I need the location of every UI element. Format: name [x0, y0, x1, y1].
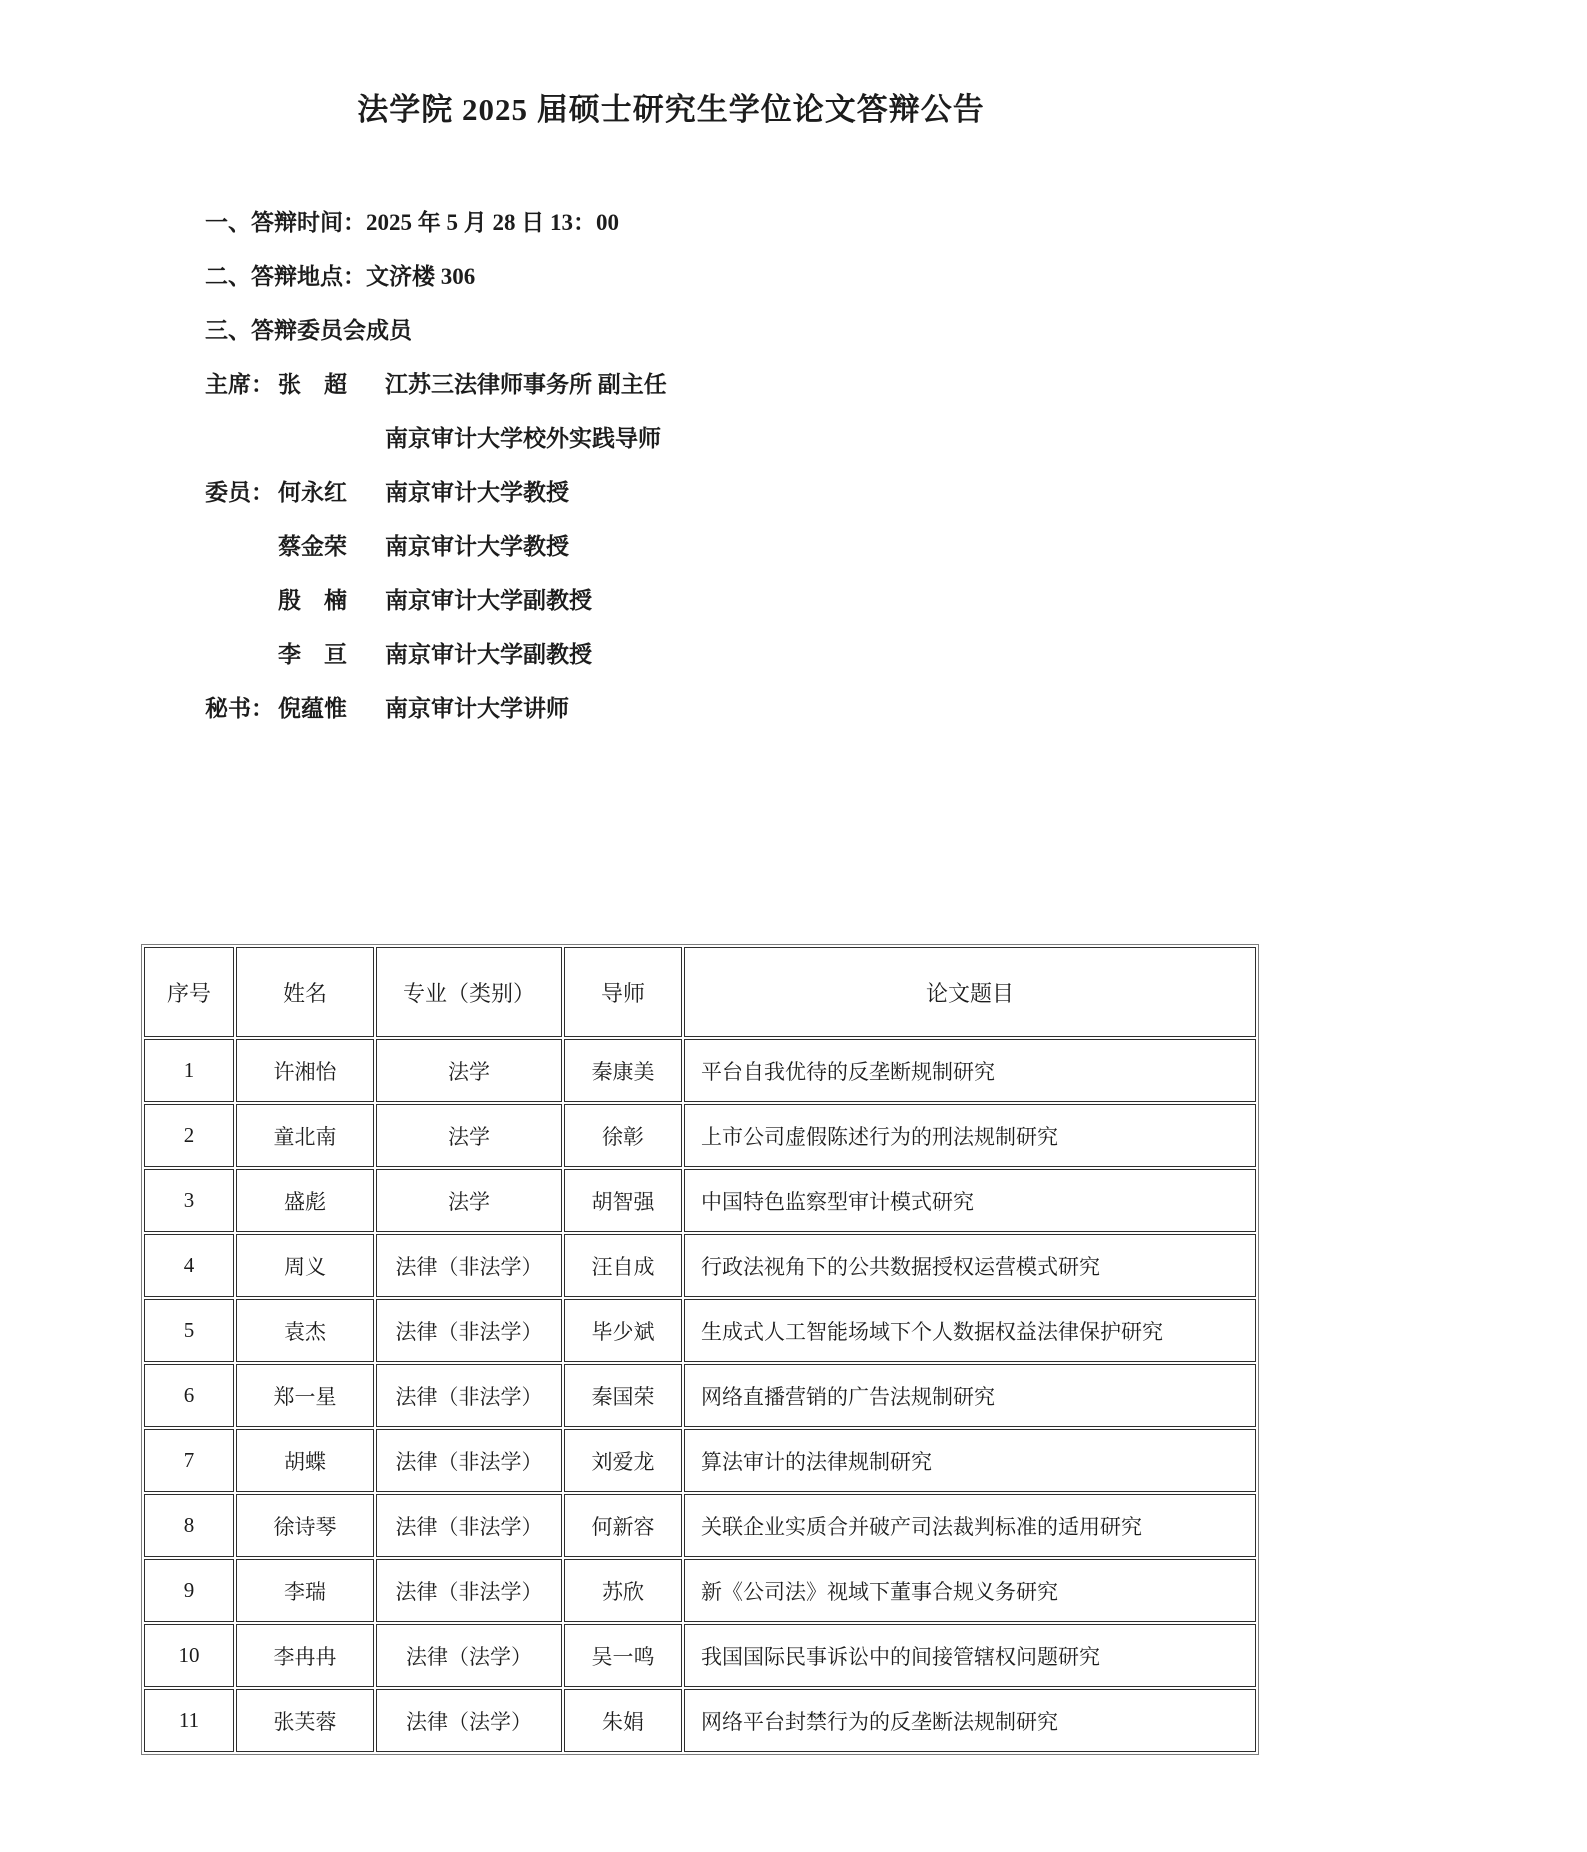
cell-major: 法律（非法学） [376, 1494, 562, 1557]
committee-role [205, 628, 278, 682]
committee-list [205, 358, 1255, 736]
cell-advisor: 秦康美 [564, 1039, 682, 1102]
info-value: 2025 年 5 月 28 日 13：00 [366, 210, 619, 235]
committee-member-affiliation: 南京审计大学教授 [385, 480, 569, 505]
cell-name: 袁杰 [236, 1299, 374, 1362]
cell-thesis-title: 行政法视角下的公共数据授权运营模式研究 [684, 1234, 1256, 1297]
table-row [144, 1494, 1256, 1557]
info-label: 一、答辩时间： [205, 210, 366, 235]
committee-role: 秘书： [205, 696, 274, 721]
committee-member-name: 殷 楠 [278, 588, 347, 613]
committee-member-name: 张 超 [278, 372, 347, 397]
committee-member-affiliation: 江苏三法律师事务所 副主任 [385, 372, 667, 397]
cell-name: 张芙蓉 [236, 1689, 374, 1752]
cell-advisor: 何新容 [564, 1494, 682, 1557]
cell-major: 法律（非法学） [376, 1429, 562, 1492]
committee-member-affiliation: 南京审计大学教授 [385, 534, 569, 559]
announcement-section [205, 196, 1255, 736]
cell-name: 周义 [236, 1234, 374, 1297]
cell-major: 法学 [376, 1169, 562, 1232]
cell-thesis-title: 关联企业实质合并破产司法裁判标准的适用研究 [684, 1494, 1256, 1557]
committee-role: 主席： [205, 372, 274, 397]
cell-index: 5 [144, 1299, 234, 1362]
committee-row [205, 574, 1255, 628]
committee-member-affiliation: 南京审计大学讲师 [385, 696, 569, 721]
cell-advisor: 秦国荣 [564, 1364, 682, 1427]
committee-row [205, 412, 1255, 466]
info-line-2 [205, 250, 1255, 304]
cell-index: 1 [144, 1039, 234, 1102]
committee-role [205, 412, 278, 466]
cell-advisor: 毕少斌 [564, 1299, 682, 1362]
info-value: 文济楼 306 [366, 264, 476, 289]
table-row [144, 1039, 1256, 1102]
cell-major: 法律（法学） [376, 1689, 562, 1752]
committee-member-name: 蔡金荣 [278, 534, 347, 559]
committee-row [205, 682, 1255, 736]
cell-name: 徐诗琴 [236, 1494, 374, 1557]
table-row [144, 1299, 1256, 1362]
table-row [144, 1429, 1256, 1492]
cell-index: 4 [144, 1234, 234, 1297]
col-header-name: 姓名 [236, 947, 374, 1037]
cell-thesis-title: 生成式人工智能场域下个人数据权益法律保护研究 [684, 1299, 1256, 1362]
cell-index: 6 [144, 1364, 234, 1427]
table-row [144, 1624, 1256, 1687]
committee-row [205, 358, 1255, 412]
cell-index: 10 [144, 1624, 234, 1687]
committee-member-name [278, 412, 385, 466]
cell-name: 李冉冉 [236, 1624, 374, 1687]
info-line-3 [205, 304, 1255, 358]
committee-member-affiliation: 南京审计大学副教授 [385, 642, 592, 667]
defense-schedule-table [141, 944, 1259, 1755]
col-header-advisor: 导师 [564, 947, 682, 1037]
cell-index: 7 [144, 1429, 234, 1492]
col-header-index: 序号 [144, 947, 234, 1037]
table-row [144, 1364, 1256, 1427]
col-header-thesis-title: 论文题目 [684, 947, 1256, 1037]
info-list [205, 196, 1255, 358]
cell-name: 郑一星 [236, 1364, 374, 1427]
cell-advisor: 胡智强 [564, 1169, 682, 1232]
cell-major: 法律（非法学） [376, 1364, 562, 1427]
cell-index: 9 [144, 1559, 234, 1622]
committee-row [205, 466, 1255, 520]
committee-role [205, 574, 278, 628]
cell-thesis-title: 平台自我优待的反垄断规制研究 [684, 1039, 1256, 1102]
cell-index: 2 [144, 1104, 234, 1167]
cell-advisor: 汪自成 [564, 1234, 682, 1297]
cell-advisor: 徐彰 [564, 1104, 682, 1167]
info-label: 二、答辩地点： [205, 264, 366, 289]
committee-role: 委员： [205, 480, 274, 505]
cell-advisor: 朱娟 [564, 1689, 682, 1752]
table-body [144, 1039, 1256, 1752]
table-row [144, 1689, 1256, 1752]
cell-advisor: 苏欣 [564, 1559, 682, 1622]
cell-major: 法学 [376, 1039, 562, 1102]
cell-advisor: 吴一鸣 [564, 1624, 682, 1687]
cell-thesis-title: 新《公司法》视域下董事合规义务研究 [684, 1559, 1256, 1622]
committee-member-affiliation: 南京审计大学副教授 [385, 588, 592, 613]
cell-major: 法律（法学） [376, 1624, 562, 1687]
cell-name: 许湘怡 [236, 1039, 374, 1102]
table-row [144, 1234, 1256, 1297]
committee-row [205, 628, 1255, 682]
cell-name: 童北南 [236, 1104, 374, 1167]
cell-advisor: 刘爱龙 [564, 1429, 682, 1492]
col-header-major: 专业（类别） [376, 947, 562, 1037]
cell-thesis-title: 算法审计的法律规制研究 [684, 1429, 1256, 1492]
committee-member-name: 何永红 [278, 480, 347, 505]
committee-member-affiliation: 南京审计大学校外实践导师 [385, 426, 661, 451]
committee-member-name: 倪蕴惟 [278, 696, 347, 721]
committee-row [205, 520, 1255, 574]
table-row [144, 1104, 1256, 1167]
cell-name: 盛彪 [236, 1169, 374, 1232]
cell-thesis-title: 中国特色监察型审计模式研究 [684, 1169, 1256, 1232]
cell-thesis-title: 网络平台封禁行为的反垄断法规制研究 [684, 1689, 1256, 1752]
cell-thesis-title: 上市公司虚假陈述行为的刑法规制研究 [684, 1104, 1256, 1167]
cell-major: 法学 [376, 1104, 562, 1167]
cell-name: 胡蝶 [236, 1429, 374, 1492]
cell-index: 8 [144, 1494, 234, 1557]
table-row [144, 1169, 1256, 1232]
cell-name: 李瑞 [236, 1559, 374, 1622]
info-line-1 [205, 196, 1255, 250]
info-label: 三、答辩委员会成员 [205, 318, 412, 343]
cell-major: 法律（非法学） [376, 1234, 562, 1297]
cell-thesis-title: 网络直播营销的广告法规制研究 [684, 1364, 1256, 1427]
committee-role [205, 520, 278, 574]
table-row [144, 1559, 1256, 1622]
cell-index: 11 [144, 1689, 234, 1752]
cell-major: 法律（非法学） [376, 1559, 562, 1622]
cell-index: 3 [144, 1169, 234, 1232]
cell-major: 法律（非法学） [376, 1299, 562, 1362]
table-header-row [144, 947, 1256, 1037]
cell-thesis-title: 我国国际民事诉讼中的间接管辖权问题研究 [684, 1624, 1256, 1687]
page-title: 法学院 2025 届硕士研究生学位论文答辩公告 [357, 92, 985, 127]
committee-member-name: 李 亘 [278, 642, 347, 667]
